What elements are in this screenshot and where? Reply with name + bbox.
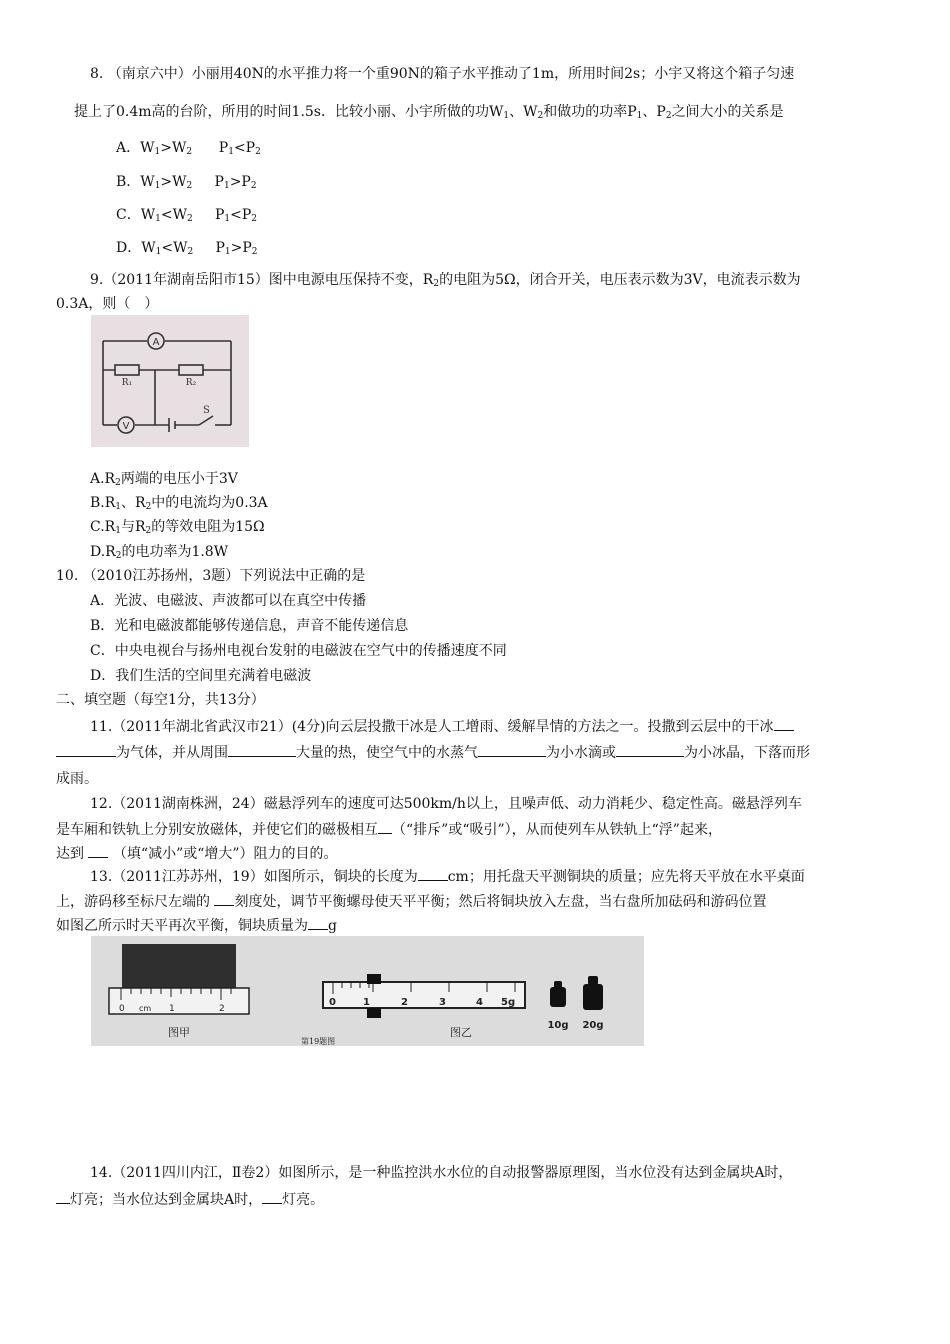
voltmeter-label: V (122, 421, 130, 432)
rider-bottom (367, 1008, 381, 1018)
r2-label: R₂ (185, 378, 197, 388)
scale-tick-1: 1 (363, 997, 370, 1008)
q8-option-d: D．$W_1<W_2$ $P_1>P_2$ (116, 240, 258, 257)
q8-option-a: A．$W_1>W_2$ $P_1<P_2$ (116, 140, 261, 157)
q13-line1: 13.（2011江苏苏州，19）如图所示，铜块的长度为 cm；用托盘天平测铜块的质量；应先将天平放在水平桌面 (90, 866, 805, 887)
q14-line1: 14.（2011四川内江，Ⅱ卷2）如图所示，是一种监控洪水水位的自动报警器原理图，当水位没有达到金属块A时， (90, 1165, 793, 1181)
q11-line1: 11.（2011年湖北省武汉市21）(4分)向云层投撒干冰是人工增雨、缓解旱情的方法之一。投撒到云层中的干冰 (90, 716, 794, 737)
q11-blank-2[interactable] (228, 742, 296, 757)
q9-option-a: $A.R_2$两端的电压小于3V (90, 471, 238, 488)
ruler (109, 988, 249, 1014)
rider-top (367, 974, 381, 984)
q13-line3: 如图乙所示时天平再次平衡，铜块质量为 g (56, 915, 337, 936)
weight-20g-label: 20g (582, 1020, 604, 1031)
q14-line2: 灯亮；当水位达到金属块A时， 灯亮。 (56, 1189, 324, 1210)
copper-block (122, 944, 236, 988)
section-heading-fill-in: 二、填空题（每空1分，共13分） (56, 692, 265, 708)
r1-symbol (115, 365, 139, 375)
q11-line2: 为气体，并从周围 大量的热，使空气中的水蒸气 为小水滴或 为小冰晶，下落而形 (56, 742, 810, 763)
q8-line1: 8. （南京六中）小丽用40N的水平推力将一个重90N的箱子水平推动了1m，所用时间2s；小宇又将这个箱子匀速 (90, 66, 795, 82)
q8-line2: 提上了0.4m高的台阶，所用的时间1.5s．比较小丽、小宇所做的功$W_1$、$W_2$和做功的功率$P_1$、$P_2$之间大小的关系是 (74, 104, 784, 121)
q13-blank-2[interactable] (214, 891, 234, 906)
q11-blank-1-cont[interactable] (56, 742, 116, 757)
ruler-tick-2: 2 (219, 1004, 225, 1014)
q9-option-d: $D.R_2$的电功率为1.8W (90, 544, 229, 561)
q8-option-c: C．$W_1<W_2$ $P_1<P_2$ (116, 207, 258, 224)
q13-blank-1[interactable] (418, 866, 448, 881)
q9-circuit-figure (91, 315, 249, 447)
weight-10g-label: 10g (547, 1020, 569, 1031)
q14-blank-1[interactable] (56, 1189, 70, 1204)
q12-blank-1[interactable] (378, 819, 392, 834)
q12-line2: 是车厢和铁轨上分别安放磁体，并使它们的磁极相互 （“排斥”或“吸引”），从而使列车从铁轨上“浮”起来， (56, 819, 722, 840)
q11-line3: 成雨。 (56, 771, 98, 787)
q14-blank-2[interactable] (262, 1189, 282, 1204)
q12-line3: 达到 （填“减小”或“增大”）阻力的目的。 (56, 843, 338, 864)
q13-line2: 上，游码移至标尺左端的 刻度处，调节平衡螺母使天平平衡；然后将铜块放入左盘，当右盘所加砝码和游码位置 (56, 891, 766, 912)
r2-symbol (179, 365, 203, 375)
scale-tick-2: 2 (401, 997, 408, 1008)
ruler-unit: cm (139, 1004, 152, 1013)
scale-tick-0: 0 (329, 997, 336, 1008)
q9-line2: 0.3A，则（ ） (56, 296, 159, 312)
q13-blank-3[interactable] (308, 915, 328, 930)
ammeter-label: A (152, 337, 160, 348)
q9-option-b: $B.R_1$、$R_2$中的电流均为0.3A (90, 495, 268, 512)
q8-option-b: B．$W_1>W_2$ $P_1>P_2$ (116, 174, 257, 191)
q9-line1: 9.（2011年湖南岳阳市15）图中电源电压保持不变，$R_2$的电阻为5Ω，闭合开关，电压表示数为3V，电流表示数为 (90, 272, 801, 289)
q11-blank-3[interactable] (478, 742, 546, 757)
q10-option-b: B．光和电磁波都能够传递信息，声音不能传递信息 (90, 618, 409, 634)
scale-tick-4: 4 (476, 997, 483, 1008)
q13-ruler-balance-figure (91, 936, 644, 1046)
q10-option-d: D．我们生活的空间里充满着电磁波 (90, 668, 312, 684)
q11-blank-1[interactable] (774, 716, 794, 731)
balance-scale (323, 982, 525, 1008)
q10-option-a: A．光波、电磁波、声波都可以在真空中传播 (90, 593, 367, 609)
q11-blank-4[interactable] (616, 742, 684, 757)
q9-option-c: $C.R_1$与$R_2$的等效电阻为15Ω (90, 519, 265, 536)
ruler-tick-0: 0 (119, 1004, 125, 1014)
switch-label: S (203, 405, 210, 416)
r1-label: R₁ (121, 378, 133, 388)
q10-stem: 10. （2010江苏扬州，3题）下列说法中正确的是 (56, 568, 366, 584)
q10-option-c: C．中央电视台与扬州电视台发射的电磁波在空气中的传播速度不同 (90, 643, 507, 659)
fig-a-caption: 图甲 (168, 1026, 190, 1039)
fig-number: 第19题图 (301, 1037, 336, 1046)
fig-b-caption: 图乙 (450, 1026, 472, 1039)
q12-blank-2[interactable] (88, 843, 108, 858)
ruler-tick-1: 1 (169, 1004, 175, 1014)
q12-line1: 12.（2011湖南株洲，24）磁悬浮列车的速度可达500km/h以上，且噪声低、动力消耗少、稳定性高。磁悬浮列车 (90, 796, 802, 812)
scale-tick-3: 3 (439, 997, 446, 1008)
scale-tick-5g: 5g (501, 997, 516, 1008)
